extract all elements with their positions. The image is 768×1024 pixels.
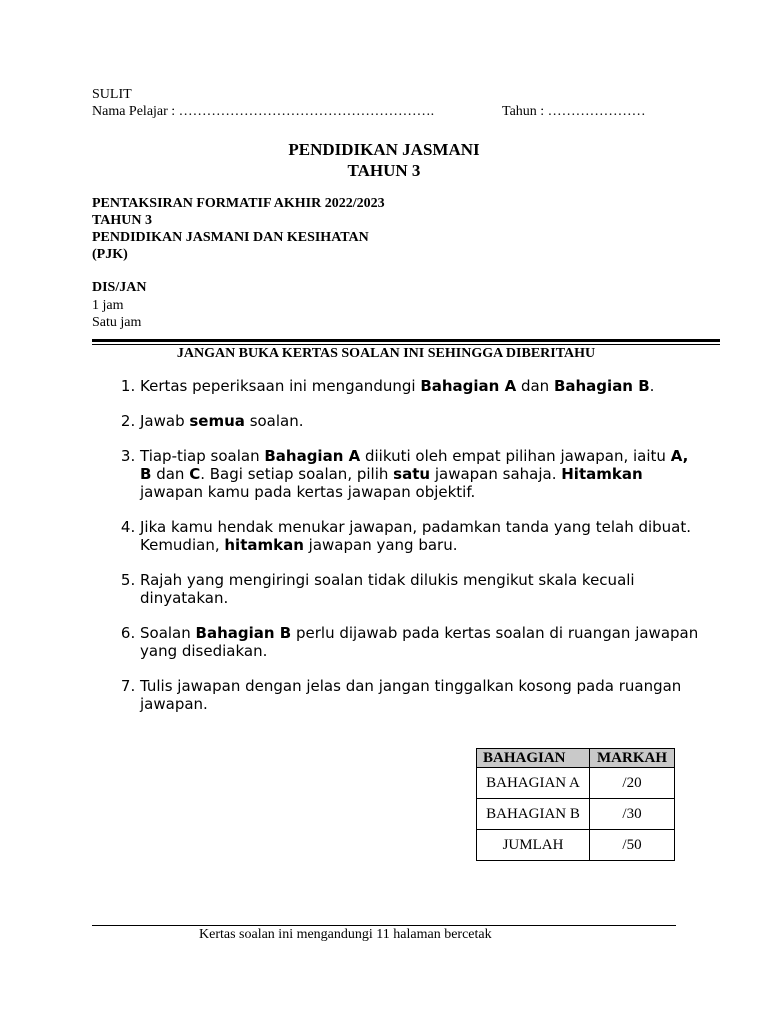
- instruction-emphasis: Bahagian B: [195, 624, 292, 642]
- table-row: [477, 799, 675, 830]
- divider-thin: [92, 344, 720, 345]
- instruction-text: jawapan sahaja.: [430, 465, 562, 483]
- instruction-text: . Bagi setiap soalan, pilih: [200, 465, 394, 483]
- assessment-title: PENTAKSIRAN FORMATIF AKHIR 2022/2023: [92, 196, 385, 211]
- instruction-text: Rajah yang mengiringi soalan tidak dilukis mengikut skala kecuali dinyatakan.: [140, 571, 635, 607]
- instruction-emphasis: Bahagian A: [264, 447, 361, 465]
- instruction-text: Kertas peperiksaan ini mengandungi: [140, 377, 421, 395]
- year-field[interactable]: Tahun : …………………: [502, 104, 646, 119]
- instruction-emphasis: hitamkan: [224, 536, 304, 554]
- warning-text: JANGAN BUKA KERTAS SOALAN INI SEHINGGA DIBERITAHU: [176, 346, 596, 361]
- instruction-text: .: [649, 377, 655, 395]
- instruction-text: dan: [516, 377, 554, 395]
- instruction-text: soalan.: [244, 412, 304, 430]
- instruction-emphasis: Hitamkan: [561, 465, 643, 483]
- col-header-marks: MARKAH: [590, 749, 675, 768]
- page-title: PENDIDIKAN JASMANI: [288, 140, 480, 159]
- instruction-text: jawapan kamu pada kertas jawapan objektif.: [140, 483, 476, 501]
- instruction-text: Jika kamu hendak menukar jawapan, padamkan tanda yang telah dibuat. Kemudian,: [140, 518, 692, 554]
- instruction-item: [140, 571, 700, 607]
- instruction-emphasis: A, B: [140, 447, 689, 483]
- instruction-emphasis: satu: [393, 465, 431, 483]
- divider-thick: [92, 339, 720, 342]
- marks-cell: /50: [590, 830, 675, 861]
- instruction-text: Soalan: [140, 624, 196, 642]
- duration: 1 jam: [92, 298, 124, 313]
- marks-cell: /20: [590, 768, 675, 799]
- instruction-item: [140, 518, 700, 554]
- instruction-item: [140, 377, 700, 395]
- instruction-text: Tiap-tiap soalan: [140, 447, 265, 465]
- marks-table: [476, 748, 675, 861]
- table-row: [477, 768, 675, 799]
- instruction-text: jawapan yang baru.: [303, 536, 458, 554]
- instruction-item: [140, 624, 700, 660]
- instruction-text: Tulis jawapan dengan jelas dan jangan tinggalkan kosong pada ruangan jawapan.: [140, 677, 682, 713]
- subject-name: PENDIDIKAN JASMANI DAN KESIHATAN: [92, 230, 369, 245]
- instruction-emphasis: Bahagian A: [420, 377, 517, 395]
- section-cell: BAHAGIAN A: [477, 768, 590, 799]
- instruction-text: Jawab: [140, 412, 190, 430]
- instruction-item: [140, 447, 700, 501]
- assessment-year: TAHUN 3: [92, 213, 153, 228]
- instruction-text: perlu dijawab pada kertas soalan di ruangan jawapan yang disediakan.: [140, 624, 699, 660]
- page-count-footer: Kertas soalan ini mengandungi 11 halaman bercetak: [199, 927, 492, 942]
- subject-code: (PJK): [92, 247, 128, 262]
- col-header-section: BAHAGIAN: [477, 749, 590, 768]
- section-cell: BAHAGIAN B: [477, 799, 590, 830]
- instruction-item: [140, 677, 700, 713]
- footer-divider: [92, 925, 676, 926]
- marks-cell: /30: [590, 799, 675, 830]
- classification-label: SULIT: [92, 87, 132, 102]
- section-cell: JUMLAH: [477, 830, 590, 861]
- instructions-list: [92, 377, 700, 730]
- exam-month: DIS/JAN: [92, 280, 147, 295]
- instruction-item: [140, 412, 700, 430]
- instruction-emphasis: Bahagian B: [553, 377, 650, 395]
- instruction-emphasis: C: [189, 465, 201, 483]
- instruction-text: dan: [151, 465, 190, 483]
- duration-words: Satu jam: [92, 315, 142, 330]
- table-row: [477, 830, 675, 861]
- instruction-text: diikuti oleh empat pilihan jawapan, iaitu: [360, 447, 671, 465]
- instruction-emphasis: semua: [189, 412, 245, 430]
- page-subtitle: TAHUN 3: [347, 161, 421, 180]
- student-name-field[interactable]: Nama Pelajar : ……………………………………………….: [92, 104, 435, 119]
